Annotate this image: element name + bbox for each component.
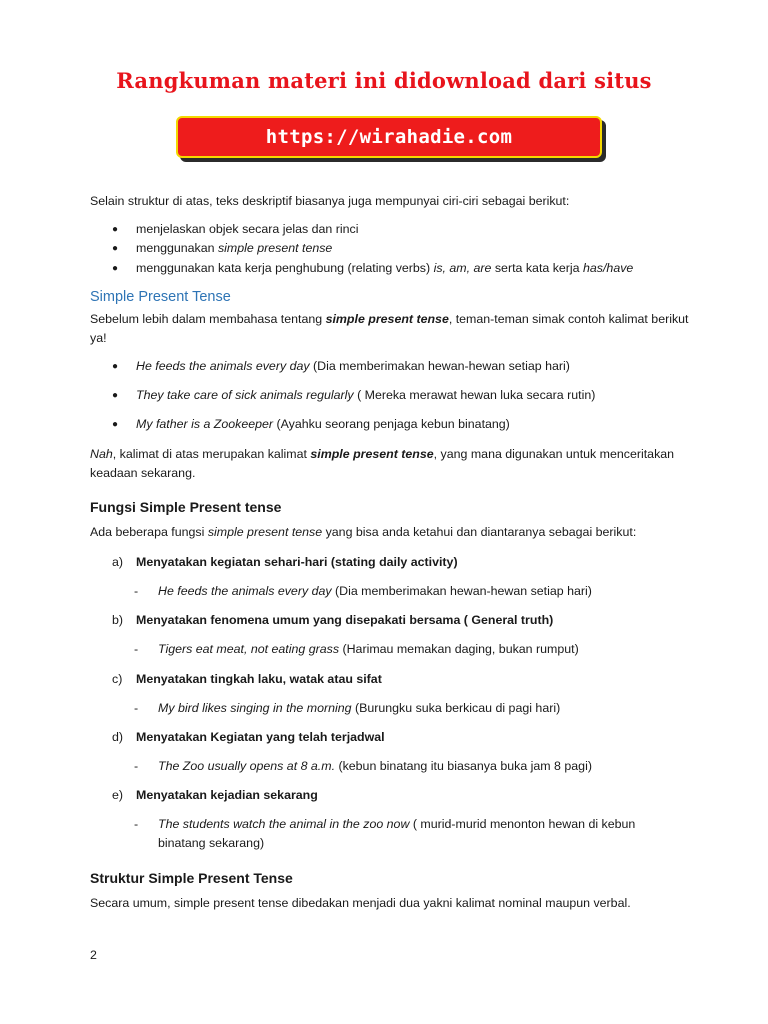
item-title: Menyatakan fenomena umum yang disepakati bersama ( General truth) — [136, 613, 554, 627]
bullet-icon: ● — [112, 263, 119, 274]
banner-title: Rangkuman materi ini didownload dari situs — [116, 68, 652, 93]
example-translation: (Burungku suka berkicau di pagi hari) — [351, 701, 561, 715]
text: Sebelum lebih dalam membahasa tentang — [90, 312, 326, 326]
example-english: My bird likes singing in the morning — [158, 701, 352, 715]
section2-intro — [90, 523, 690, 542]
example-translation: ( murid-murid menonton hewan di kebun binatang sekarang) — [158, 817, 636, 850]
example-english: He feeds the animals every day — [136, 359, 310, 373]
text: Ada beberapa fungsi — [90, 525, 208, 539]
emphasis: simple present tense — [325, 312, 449, 326]
dash-icon: - — [134, 701, 139, 715]
bullet-icon: ● — [112, 224, 119, 235]
example-translation: (Harimau memakan daging, bukan rumput) — [339, 642, 579, 656]
list-item-text: menggunakan — [136, 241, 218, 255]
intro-paragraph: Selain struktur di atas, teks deskriptif biasanya juga mempunyai ciri-ciri sebagai berikut: — [90, 194, 570, 208]
example-english: They take care of sick animals regularly — [136, 388, 354, 402]
dash-icon: - — [134, 642, 139, 656]
section-heading-simple-present: Simple Present Tense — [90, 289, 231, 305]
example-translation: (Ayahku seorang penjaga kebun binatang) — [273, 417, 510, 431]
section1-intro — [90, 310, 690, 348]
emphasis: Nah — [90, 447, 113, 461]
page-number: 2 — [90, 948, 97, 962]
item-letter: c) — [112, 672, 123, 686]
emphasis: simple present tense — [310, 447, 434, 461]
bullet-icon: ● — [112, 243, 119, 254]
item-letter: e) — [112, 788, 124, 802]
list-item-text: menggunakan kata kerja penghubung (relating verbs) — [136, 261, 434, 275]
list-item-text: serta kata kerja — [491, 261, 584, 275]
section1-note — [90, 445, 690, 483]
example-english: The students watch the animal in the zoo now — [158, 817, 410, 831]
item-title: Menyatakan kegiatan sehari-hari (stating daily activity) — [136, 555, 458, 569]
item-title: Menyatakan tingkah laku, watak atau sifat — [136, 672, 382, 686]
bullet-icon: ● — [112, 419, 119, 430]
list-item-italic: is, am, are — [433, 261, 492, 275]
text: , yang mana digunakan untuk menceritakan keadaan sekarang. — [90, 447, 675, 480]
item-title: Menyatakan Kegiatan yang telah terjadwal — [136, 730, 385, 744]
list-item-italic: simple present tense — [217, 241, 333, 255]
section-heading-struktur: Struktur Simple Present Tense — [90, 870, 293, 886]
url-link[interactable]: https://wirahadie.com — [265, 126, 513, 148]
bullet-icon: ● — [112, 361, 119, 372]
example-translation: (Dia memberimakan hewan-hewan setiap hari) — [331, 584, 592, 598]
text: yang bisa anda ketahui dan diantaranya sebagai berikut: — [322, 525, 637, 539]
text: , kalimat di atas merupakan kalimat — [112, 447, 311, 461]
example-translation: ( Mereka merawat hewan luka secara rutin) — [353, 388, 596, 402]
item-letter: a) — [112, 555, 124, 569]
item-letter: d) — [112, 730, 124, 744]
item-title: Menyatakan kejadian sekarang — [136, 788, 318, 802]
list-item-text: menjelaskan objek secara jelas dan rinci — [136, 222, 359, 236]
example-english: Tigers eat meat, not eating grass — [158, 642, 340, 656]
example-translation: (kebun binatang itu biasanya buka jam 8 pagi) — [335, 759, 592, 773]
dash-icon: - — [134, 584, 139, 598]
section-heading-fungsi: Fungsi Simple Present tense — [90, 499, 282, 515]
example-english: My father is a Zookeeper — [136, 417, 274, 431]
item-letter: b) — [112, 613, 124, 627]
url-banner[interactable] — [176, 116, 602, 158]
example-english: The Zoo usually opens at 8 a.m. — [158, 759, 336, 773]
example-translation: (Dia memberimakan hewan-hewan setiap hari) — [309, 359, 570, 373]
example-english: He feeds the animals every day — [158, 584, 332, 598]
list-item-italic: has/have — [583, 261, 634, 275]
bullet-icon: ● — [112, 390, 119, 401]
emphasis: simple present tense — [207, 525, 323, 539]
dash-icon: - — [134, 817, 139, 831]
dash-icon: - — [134, 759, 139, 773]
text: , teman-teman simak contoh kalimat berikut ya! — [90, 312, 689, 345]
section3-text: Secara umum, simple present tense dibedakan menjadi dua yakni kalimat nominal maupun verbal. — [90, 896, 631, 910]
